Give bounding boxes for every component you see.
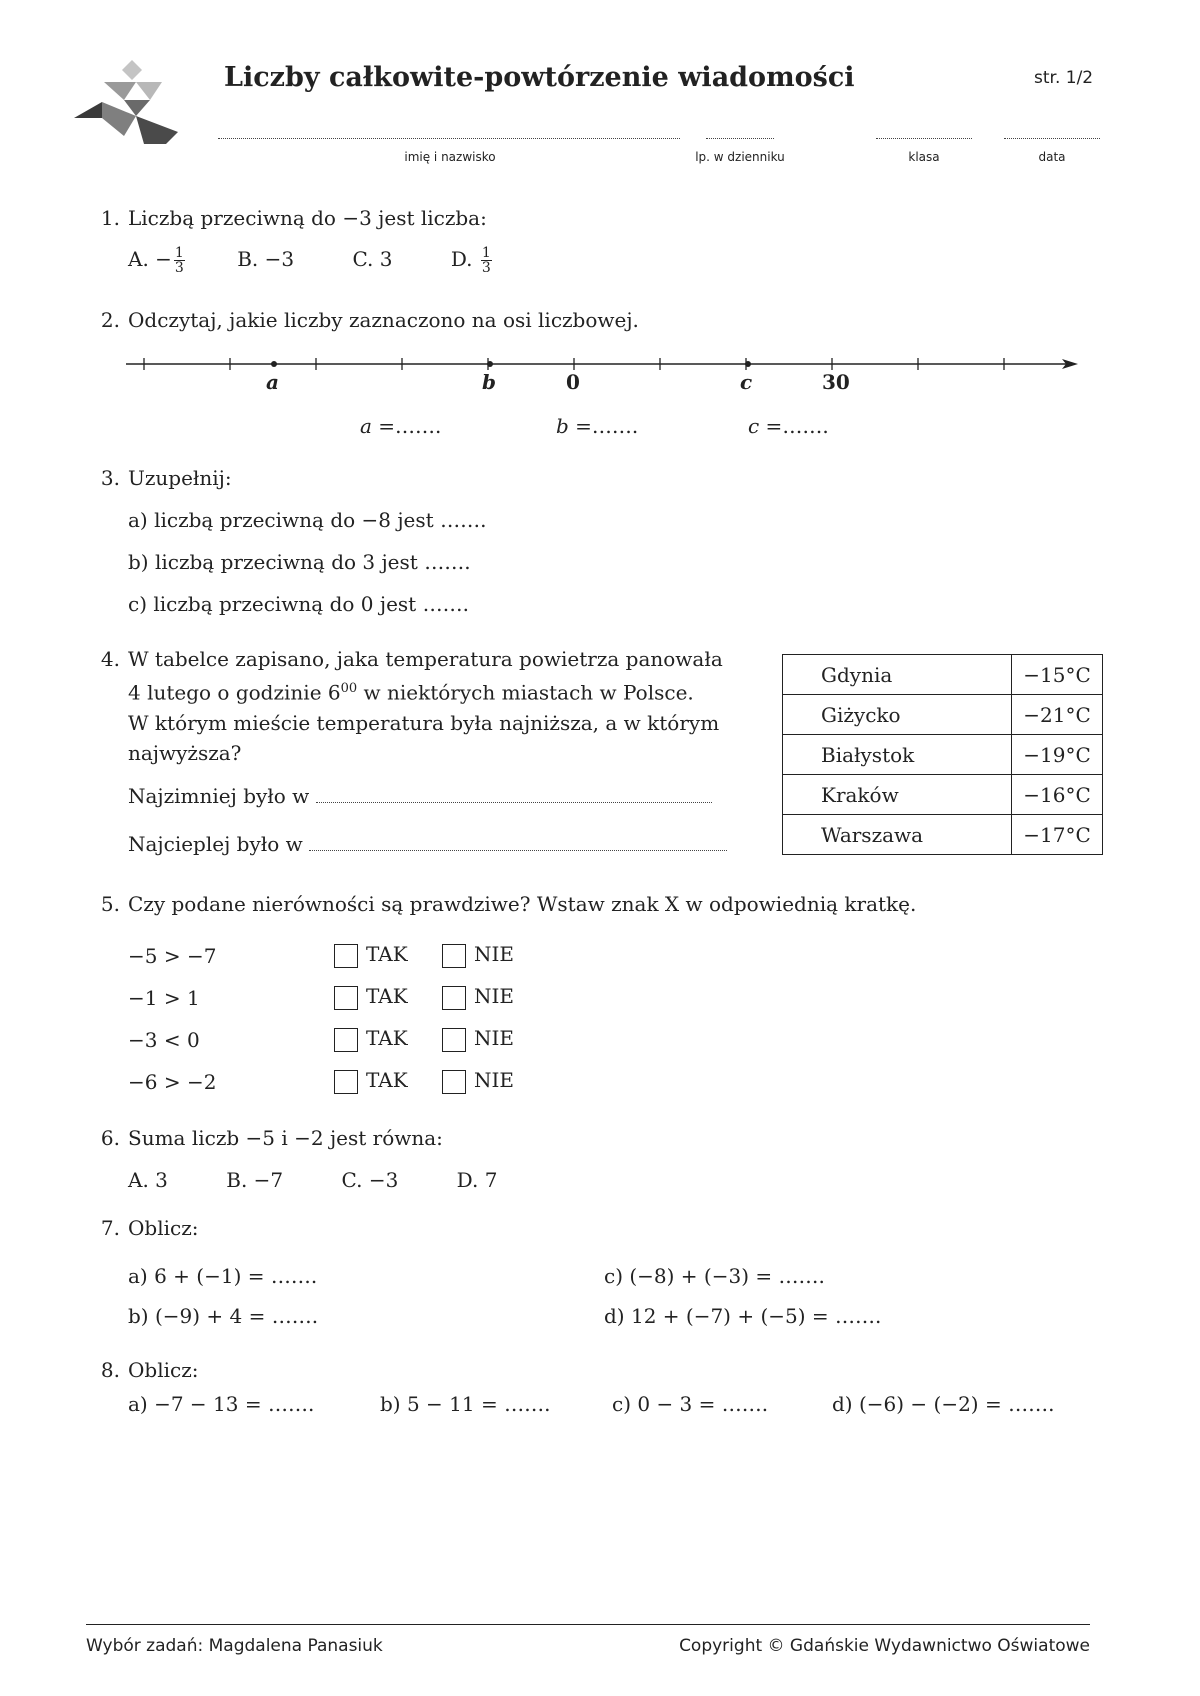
no-option[interactable] bbox=[442, 1068, 514, 1094]
yes-label: TAK bbox=[366, 984, 408, 1008]
yes-label: TAK bbox=[366, 1068, 408, 1092]
task-3-question bbox=[88, 466, 232, 490]
temperature-cell: −17°C bbox=[1012, 815, 1103, 855]
option-d-prefix: D. bbox=[450, 247, 473, 271]
option-a-prefix: A. − bbox=[128, 247, 172, 271]
task-3-item-c[interactable] bbox=[128, 592, 469, 616]
warmest-answer[interactable] bbox=[128, 832, 727, 856]
temperature-cell: −16°C bbox=[1012, 775, 1103, 815]
checkbox[interactable] bbox=[442, 944, 466, 968]
label-b: b bbox=[482, 370, 496, 394]
task-number: 3. bbox=[100, 466, 120, 490]
point-a bbox=[271, 361, 277, 367]
task-4-line bbox=[88, 674, 738, 708]
yes-option[interactable] bbox=[334, 1026, 408, 1052]
answer-a-label: a = bbox=[360, 414, 396, 438]
yes-label: TAK bbox=[366, 1026, 408, 1050]
task-3-item-a[interactable] bbox=[128, 508, 486, 532]
task-8-item-c[interactable]: c) 0 − 3 = ……. bbox=[612, 1392, 769, 1416]
task-3-item-b[interactable] bbox=[128, 550, 471, 574]
warmest-label: Najcieplej było w bbox=[128, 832, 303, 856]
table-row bbox=[783, 735, 1103, 775]
question-text: Uzupełnij: bbox=[128, 466, 232, 490]
option-a[interactable] bbox=[128, 245, 185, 276]
label-zero: 0 bbox=[566, 370, 580, 394]
city-cell: Kraków bbox=[783, 775, 1012, 815]
name-field-label: imię i nazwisko bbox=[404, 150, 496, 164]
numerator: 1 bbox=[481, 245, 491, 261]
no-option[interactable] bbox=[442, 1026, 514, 1052]
numerator: 1 bbox=[174, 245, 184, 261]
inequality-text: −1 > 1 bbox=[128, 986, 200, 1010]
publisher-logo bbox=[74, 56, 180, 144]
fraction bbox=[174, 246, 185, 275]
question-text: Suma liczb −5 i −2 jest równa: bbox=[128, 1126, 443, 1150]
item-text: c) liczbą przeciwną do 0 jest bbox=[128, 592, 417, 616]
answer-b-label: b = bbox=[556, 414, 592, 438]
checkbox[interactable] bbox=[442, 1070, 466, 1094]
inequality-row bbox=[128, 944, 528, 968]
name-field[interactable] bbox=[218, 138, 680, 139]
date-field[interactable] bbox=[1004, 138, 1100, 139]
no-label: NIE bbox=[474, 984, 514, 1008]
point-c bbox=[745, 361, 751, 367]
blank: ……. bbox=[782, 414, 829, 438]
city-cell: Warszawa bbox=[783, 815, 1012, 855]
answer-c[interactable] bbox=[748, 414, 829, 438]
class-field-label: klasa bbox=[908, 150, 940, 164]
inequality-row bbox=[128, 986, 528, 1010]
task-2-question bbox=[88, 308, 639, 332]
yes-option[interactable] bbox=[334, 984, 408, 1010]
task-8-item-a[interactable]: a) −7 − 13 = ……. bbox=[128, 1392, 315, 1416]
task-7-item-a[interactable]: a) 6 + (−1) = ……. bbox=[128, 1264, 318, 1288]
table-row bbox=[783, 815, 1103, 855]
worksheet-title: Liczby całkowite-powtórzenie wiadomości bbox=[224, 62, 855, 93]
footer-author: Wybór zadań: Magdalena Panasiuk bbox=[86, 1636, 383, 1656]
temperature-cell: −19°C bbox=[1012, 735, 1103, 775]
answer-line bbox=[316, 802, 712, 803]
task-number: 2. bbox=[100, 308, 120, 332]
task-6-question bbox=[88, 1126, 443, 1150]
blank: ……. bbox=[424, 550, 471, 574]
question-text: Liczbą przeciwną do −3 jest liczba: bbox=[128, 206, 487, 230]
option-c[interactable]: C. 3 bbox=[352, 247, 393, 271]
checkbox[interactable] bbox=[334, 1070, 358, 1094]
task-number: 8. bbox=[100, 1358, 120, 1382]
no-label: NIE bbox=[474, 1026, 514, 1050]
blank: ……. bbox=[422, 592, 469, 616]
class-field[interactable] bbox=[876, 138, 972, 139]
task-7-item-d[interactable]: d) 12 + (−7) + (−5) = ……. bbox=[604, 1304, 882, 1328]
task-7-question bbox=[88, 1216, 198, 1240]
inequality-text: −5 > −7 bbox=[128, 944, 217, 968]
inequality-row bbox=[128, 1070, 528, 1094]
blank: ……. bbox=[591, 414, 639, 438]
table-row bbox=[783, 695, 1103, 735]
footer-copyright: Copyright © Gdańskie Wydawnictwo Oświatowe bbox=[679, 1636, 1090, 1656]
yes-option[interactable] bbox=[334, 942, 408, 968]
option-d[interactable] bbox=[450, 245, 492, 276]
task-7-item-b[interactable]: b) (−9) + 4 = ……. bbox=[128, 1304, 319, 1328]
question-text: Oblicz: bbox=[128, 1216, 199, 1240]
city-cell: Białystok bbox=[783, 735, 1012, 775]
task-number: 1. bbox=[100, 206, 120, 230]
task-1-question bbox=[88, 206, 487, 230]
point-b bbox=[487, 361, 493, 367]
question-text: w niektórych miastach w Polsce. bbox=[357, 680, 694, 705]
yes-label: TAK bbox=[366, 942, 408, 966]
yes-option[interactable] bbox=[334, 1068, 408, 1094]
label-c: c bbox=[740, 370, 753, 394]
no-option[interactable] bbox=[442, 942, 514, 968]
checkbox[interactable] bbox=[442, 1028, 466, 1052]
no-option[interactable] bbox=[442, 984, 514, 1010]
footer-divider bbox=[86, 1624, 1090, 1625]
question-text: W tabelce zapisano, jaka temperatura powietrza panowała bbox=[128, 647, 723, 671]
temperature-cell: −15°C bbox=[1012, 655, 1103, 695]
option-a[interactable]: A. 3 bbox=[128, 1168, 168, 1192]
denominator: 3 bbox=[174, 260, 184, 276]
item-text: a) liczbą przeciwną do −8 jest bbox=[128, 508, 434, 532]
number-line bbox=[0, 350, 1200, 380]
task-8-item-b[interactable]: b) 5 − 11 = ……. bbox=[380, 1392, 551, 1416]
label-a: a bbox=[266, 370, 279, 394]
task-8-question bbox=[88, 1358, 198, 1382]
task-4-line bbox=[88, 644, 738, 674]
inequality-text: −6 > −2 bbox=[128, 1070, 217, 1094]
task-number: 4. bbox=[100, 647, 120, 671]
question-text: 4 lutego o godzinie 6 bbox=[128, 680, 341, 705]
blank: ……. bbox=[395, 414, 442, 438]
task-5-question bbox=[88, 892, 916, 916]
coldest-label: Najzimniej było w bbox=[128, 784, 310, 808]
task-7-item-c[interactable]: c) (−8) + (−3) = ……. bbox=[604, 1264, 825, 1288]
task-4-line: W którym mieście temperatura była najniższa, a w którym bbox=[128, 710, 720, 735]
option-d[interactable]: D. 7 bbox=[456, 1168, 498, 1192]
question-text: Oblicz: bbox=[128, 1358, 199, 1382]
task-1-options bbox=[128, 246, 492, 275]
task-8-item-d[interactable]: d) (−6) − (−2) = ……. bbox=[832, 1392, 1055, 1416]
item-text: b) liczbą przeciwną do 3 jest bbox=[128, 550, 418, 574]
inequality-text: −3 < 0 bbox=[128, 1028, 200, 1052]
register-number-field-label: lp. w dzienniku bbox=[695, 150, 785, 164]
question-text: Odczytaj, jakie liczby zaznaczono na osi liczbowej. bbox=[128, 308, 639, 332]
checkbox[interactable] bbox=[442, 986, 466, 1010]
task-6-options bbox=[128, 1168, 497, 1192]
temperature-cell: −21°C bbox=[1012, 695, 1103, 735]
temperature-table bbox=[782, 654, 1103, 855]
label-thirty: 30 bbox=[822, 370, 850, 394]
register-number-field[interactable] bbox=[706, 138, 774, 139]
answer-line bbox=[309, 850, 727, 851]
fraction bbox=[481, 246, 492, 275]
answer-c-label: c = bbox=[748, 414, 783, 438]
task-number: 5. bbox=[100, 892, 120, 916]
superscript: 00 bbox=[340, 681, 358, 696]
checkbox[interactable] bbox=[334, 1028, 358, 1052]
table-row bbox=[783, 775, 1103, 815]
checkbox[interactable] bbox=[334, 986, 358, 1010]
blank: ……. bbox=[440, 508, 487, 532]
question-text: Czy podane nierówności są prawdziwe? Wstaw znak X w odpowiednią kratkę. bbox=[128, 892, 917, 916]
table-row bbox=[783, 655, 1103, 695]
checkbox[interactable] bbox=[334, 944, 358, 968]
inequality-row bbox=[128, 1028, 528, 1052]
answer-a[interactable] bbox=[360, 414, 441, 438]
task-4-line: najwyższa? bbox=[128, 740, 242, 765]
denominator: 3 bbox=[481, 260, 491, 276]
task-number: 6. bbox=[100, 1126, 120, 1150]
task-4-question bbox=[88, 644, 738, 768]
date-field-label: data bbox=[1038, 150, 1066, 164]
city-cell: Giżycko bbox=[783, 695, 1012, 735]
no-label: NIE bbox=[474, 942, 514, 966]
coldest-answer[interactable] bbox=[128, 784, 712, 808]
no-label: NIE bbox=[474, 1068, 514, 1092]
page-number: str. 1/2 bbox=[1034, 68, 1094, 88]
task-number: 7. bbox=[100, 1216, 120, 1240]
option-b[interactable]: B. −7 bbox=[226, 1168, 284, 1192]
city-cell: Gdynia bbox=[783, 655, 1012, 695]
option-c[interactable]: C. −3 bbox=[341, 1168, 399, 1192]
option-b[interactable]: B. −3 bbox=[237, 247, 295, 271]
answer-b[interactable] bbox=[556, 414, 638, 438]
